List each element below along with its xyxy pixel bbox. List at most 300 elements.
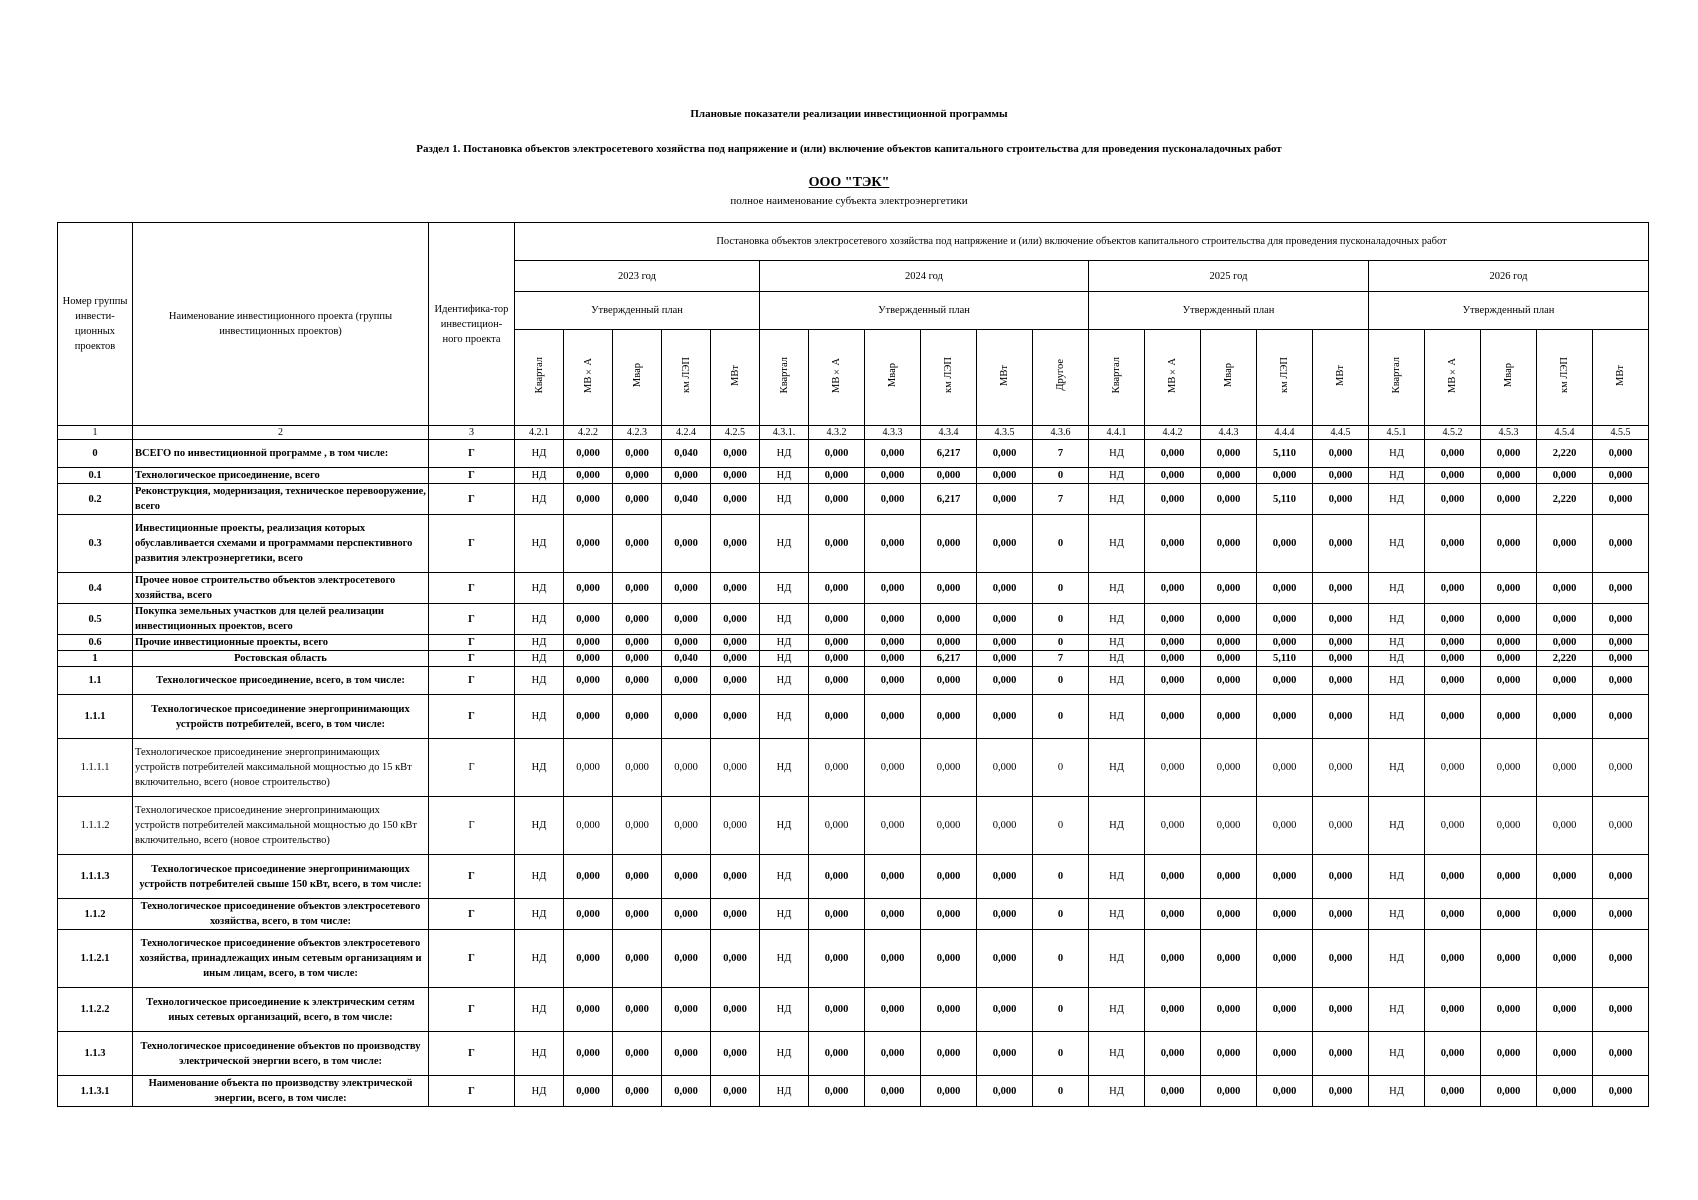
header-year: 2025 год [1089,261,1369,292]
value-cell: 0,000 [613,635,662,651]
value-cell: 0,000 [1257,604,1313,635]
value-cell: 0,000 [921,604,977,635]
value-cell: 0,000 [1537,604,1593,635]
row-project-id: Г [429,988,515,1032]
column-number: 4.4.4 [1257,426,1313,440]
value-cell: 0,000 [1313,695,1369,739]
value-cell: 0,000 [1257,797,1313,855]
value-cell: НД [515,988,564,1032]
value-cell: НД [760,667,809,695]
value-cell: 0,000 [1537,797,1593,855]
value-cell: 0,000 [1145,468,1201,484]
value-cell: 0,000 [1593,855,1649,899]
row-project-id: Г [429,739,515,797]
table-row [58,440,1649,468]
row-project-name: Наименование объекта по производству электрической энергии, всего, в том числе: [133,1076,429,1107]
value-cell: 0,000 [809,739,865,797]
value-cell: 0,000 [662,667,711,695]
value-cell: 0,000 [564,899,613,930]
value-cell: 0,000 [1537,930,1593,988]
row-project-id: Г [429,855,515,899]
value-cell: НД [760,635,809,651]
value-cell: 0,000 [921,930,977,988]
header-plan: Утвержденный план [760,292,1089,330]
value-cell: 0,000 [1257,635,1313,651]
value-cell: 0,000 [564,988,613,1032]
value-cell: НД [1369,440,1425,468]
value-cell: НД [760,515,809,573]
row-project-id: Г [429,573,515,604]
column-number: 3 [429,426,515,440]
value-cell: 2,220 [1537,440,1593,468]
table-row [58,468,1649,484]
value-cell: 6,217 [921,440,977,468]
value-cell: 0,000 [711,484,760,515]
value-cell: 0,000 [1425,855,1481,899]
value-cell: 0 [1033,1032,1089,1076]
column-number: 4.5.5 [1593,426,1649,440]
value-cell: 6,217 [921,651,977,667]
value-cell: 0,000 [662,797,711,855]
value-cell: 0,000 [1537,855,1593,899]
value-cell: 0,000 [613,1076,662,1107]
value-cell: НД [515,651,564,667]
value-cell: 0,000 [865,667,921,695]
value-cell: 0,000 [1145,797,1201,855]
row-number: 1.1 [58,667,133,695]
table-row [58,899,1649,930]
value-cell: 0,000 [662,468,711,484]
value-cell: 0,000 [711,855,760,899]
value-cell: 0,000 [1425,1032,1481,1076]
column-number: 4.4.5 [1313,426,1369,440]
value-cell: НД [1369,1076,1425,1107]
value-cell: 0,000 [711,468,760,484]
header-unit-label: км ЛЭП [680,356,692,393]
value-cell: 0,000 [1537,695,1593,739]
value-cell: 0 [1033,899,1089,930]
value-cell: 0 [1033,604,1089,635]
value-cell: 0,000 [1201,515,1257,573]
value-cell: 0,000 [1425,1076,1481,1107]
row-project-name: Ростовская область [133,651,429,667]
value-cell: 0,000 [1481,515,1537,573]
row-project-id: Г [429,1032,515,1076]
row-project-name: Технологическое присоединение энергопринимающих устройств потребителей максимальной мощностью до 15 кВт включительно, всего (новое строительство) [133,739,429,797]
row-number: 1.1.2.2 [58,988,133,1032]
table-row [58,739,1649,797]
value-cell: 0,000 [1481,484,1537,515]
value-cell: 0,000 [1201,899,1257,930]
column-number: 4.2.1 [515,426,564,440]
value-cell: 0,000 [1145,1076,1201,1107]
header-unit [711,330,760,426]
value-cell: 0,000 [977,484,1033,515]
value-cell: 0 [1033,468,1089,484]
value-cell: 0,000 [1481,797,1537,855]
value-cell: 0,000 [865,1076,921,1107]
value-cell: 0,000 [613,899,662,930]
header-plan: Утвержденный план [1369,292,1649,330]
value-cell: 0,000 [1537,635,1593,651]
value-cell: НД [1089,667,1145,695]
value-cell: 0,000 [613,484,662,515]
value-cell: 0,000 [1201,484,1257,515]
value-cell: 0,000 [977,899,1033,930]
column-number: 4.4.3 [1201,426,1257,440]
row-number: 1.1.1.2 [58,797,133,855]
column-number: 4.5.4 [1537,426,1593,440]
value-cell: 0,000 [1593,651,1649,667]
table-row [58,651,1649,667]
value-cell: 0,040 [662,440,711,468]
header-unit-label: Мвар [887,362,898,388]
value-cell: 0,000 [564,1032,613,1076]
value-cell: 0,000 [1201,440,1257,468]
value-cell: НД [515,440,564,468]
value-cell: 0,000 [921,695,977,739]
value-cell: 0,000 [613,695,662,739]
value-cell: НД [1369,635,1425,651]
value-cell: 0,000 [977,1032,1033,1076]
value-cell: НД [1089,515,1145,573]
value-cell: НД [515,899,564,930]
header-unit-label: МВт [999,364,1010,386]
value-cell: 0,000 [1313,440,1369,468]
value-cell: 0,000 [1257,1076,1313,1107]
value-cell: 0,000 [1425,515,1481,573]
value-cell: 0,000 [1593,468,1649,484]
value-cell: 2,220 [1537,651,1593,667]
value-cell: 0,000 [865,739,921,797]
value-cell: НД [760,1032,809,1076]
value-cell: 0,000 [613,440,662,468]
table-row [58,695,1649,739]
value-cell: 0,000 [711,667,760,695]
row-project-id: Г [429,667,515,695]
row-project-id: Г [429,899,515,930]
row-project-id: Г [429,515,515,573]
value-cell: НД [760,573,809,604]
value-cell: 0,000 [1593,739,1649,797]
value-cell: 0,000 [1481,739,1537,797]
value-cell: НД [760,604,809,635]
value-cell: 0,000 [711,695,760,739]
row-number: 1.1.1 [58,695,133,739]
header-year: 2026 год [1369,261,1649,292]
section-title: Раздел 1. Постановка объектов электросетевого хозяйства под напряжение и (или) включение объектов капитального строительства для проведения пусконаладочных работ [416,143,1282,155]
value-cell: НД [1089,930,1145,988]
value-cell: 0,000 [1481,635,1537,651]
value-cell: 0,000 [564,440,613,468]
row-number: 0.1 [58,468,133,484]
row-project-id: Г [429,651,515,667]
value-cell: НД [760,930,809,988]
value-cell: 0,000 [564,635,613,651]
value-cell: 0,000 [1537,739,1593,797]
value-cell: 0,000 [1593,797,1649,855]
value-cell: НД [1089,739,1145,797]
value-cell: 0,000 [711,440,760,468]
header-project-id: Идентифика-тор инвестицион-ного проекта [429,223,515,426]
value-cell: 0,000 [613,930,662,988]
value-cell: 0,000 [1481,855,1537,899]
value-cell: 0,000 [1593,667,1649,695]
value-cell: 0,000 [1481,899,1537,930]
value-cell: 0,000 [1257,930,1313,988]
value-cell: НД [1369,573,1425,604]
value-cell: 0,000 [809,930,865,988]
value-cell: 0,040 [662,651,711,667]
value-cell: 0,000 [977,855,1033,899]
value-cell: 0,000 [865,1032,921,1076]
table-row [58,604,1649,635]
value-cell: НД [515,855,564,899]
value-cell: 0,000 [865,573,921,604]
value-cell: 0,000 [921,1032,977,1076]
row-project-id: Г [429,604,515,635]
row-project-name: Технологическое присоединение, всего [133,468,429,484]
value-cell: 0,000 [1425,899,1481,930]
header-unit-label: Квартал [1111,356,1122,394]
value-cell: 0,000 [977,468,1033,484]
header-unit [1425,330,1481,426]
row-number: 0.5 [58,604,133,635]
value-cell: 0,000 [1537,515,1593,573]
value-cell: 0,000 [1313,1032,1369,1076]
row-project-id: Г [429,440,515,468]
value-cell: 0,000 [865,695,921,739]
value-cell: 0 [1033,515,1089,573]
value-cell: 0,000 [1145,515,1201,573]
value-cell: 0,000 [977,797,1033,855]
value-cell: 0,000 [1593,484,1649,515]
header-year: 2024 год [760,261,1089,292]
table-row [58,515,1649,573]
value-cell: 0,000 [564,797,613,855]
header-unit-label: Квартал [1391,356,1402,394]
value-cell: НД [515,930,564,988]
header-unit [564,330,613,426]
value-cell: 0,000 [1201,573,1257,604]
row-number: 1.1.3 [58,1032,133,1076]
value-cell: 0,000 [809,651,865,667]
value-cell: 0,000 [1425,667,1481,695]
value-cell: 0,000 [921,797,977,855]
value-cell: 0,000 [1593,899,1649,930]
document-title: Плановые показатели реализации инвестиционной программы [690,108,1008,120]
value-cell: 0,000 [1425,988,1481,1032]
table-row [58,855,1649,899]
table-row [58,635,1649,651]
value-cell: НД [1089,1076,1145,1107]
row-project-name: Технологическое присоединение энергопринимающих устройств потребителей свыше 150 кВт, всего, в том числе: [133,855,429,899]
header-unit-label: Другое [1055,359,1066,391]
header-unit-label: Квартал [778,356,790,394]
value-cell: 0,000 [1313,573,1369,604]
value-cell: 0,000 [865,899,921,930]
row-project-name: Технологическое присоединение объектов по производству электрической энергии всего, в том числе: [133,1032,429,1076]
header-unit [921,330,977,426]
value-cell: 0,000 [613,573,662,604]
value-cell: 0,000 [865,515,921,573]
value-cell: 0,000 [1145,440,1201,468]
value-cell: 0,000 [1481,651,1537,667]
column-number: 4.4.2 [1145,426,1201,440]
column-number: 4.4.1 [1089,426,1145,440]
row-project-name: Технологическое присоединение, всего, в том числе: [133,667,429,695]
value-cell: 0,000 [921,1076,977,1107]
value-cell: 0,000 [977,604,1033,635]
value-cell: 0,000 [662,695,711,739]
value-cell: 0,000 [865,988,921,1032]
value-cell: 0,000 [977,573,1033,604]
value-cell: 0,000 [1537,899,1593,930]
column-number: 4.3.5 [977,426,1033,440]
header-group-number: Номер группы инвести-ционных проектов [58,223,133,426]
value-cell: 0,000 [1537,573,1593,604]
value-cell: 0,000 [921,667,977,695]
value-cell: 0,000 [711,515,760,573]
value-cell: 0 [1033,573,1089,604]
value-cell: 0,000 [1257,1032,1313,1076]
row-project-name: Технологическое присоединение энергопринимающих устройств потребителей максимальной мощностью до 150 кВт включительно, всего (новое строительство) [133,797,429,855]
row-project-id: Г [429,930,515,988]
value-cell: 0,000 [1537,1076,1593,1107]
value-cell: 0,000 [1201,739,1257,797]
value-cell: 0,000 [1201,667,1257,695]
value-cell: 7 [1033,484,1089,515]
value-cell: 0,000 [1313,1076,1369,1107]
value-cell: 0,000 [1593,695,1649,739]
row-project-id: Г [429,635,515,651]
value-cell: 0,000 [1201,1032,1257,1076]
header-unit-label: МВт [1615,364,1626,386]
value-cell: 0,000 [977,739,1033,797]
value-cell: 0,000 [1313,635,1369,651]
value-cell: 0,000 [1481,573,1537,604]
value-cell: 0,000 [921,635,977,651]
header-unit-label: МВ×А [1447,357,1458,393]
row-project-name: Прочее новое строительство объектов электросетевого хозяйства, всего [133,573,429,604]
value-cell: 0,000 [1257,988,1313,1032]
value-cell: 0,000 [1537,1032,1593,1076]
value-cell: НД [515,1076,564,1107]
value-cell: 0,000 [1201,651,1257,667]
row-project-id: Г [429,484,515,515]
value-cell: 7 [1033,440,1089,468]
value-cell: 0,000 [1593,635,1649,651]
value-cell: 0,000 [865,651,921,667]
value-cell: 0,000 [1425,440,1481,468]
value-cell: НД [515,484,564,515]
value-cell: 0 [1033,635,1089,651]
header-plan: Утвержденный план [1089,292,1369,330]
value-cell: 0,000 [1313,515,1369,573]
header-unit-label: Мвар [1223,362,1234,388]
value-cell: НД [1089,468,1145,484]
value-cell: НД [760,651,809,667]
value-cell: 0,000 [711,899,760,930]
value-cell: 0,000 [977,515,1033,573]
value-cell: НД [1089,573,1145,604]
column-number: 1 [58,426,133,440]
value-cell: 2,220 [1537,484,1593,515]
value-cell: 0 [1033,797,1089,855]
header-project-name: Наименование инвестиционного проекта (группы инвестиционных проектов) [133,223,429,426]
value-cell: 0,000 [1481,988,1537,1032]
row-project-id: Г [429,695,515,739]
value-cell: 0,000 [1145,667,1201,695]
value-cell: 0,000 [1313,855,1369,899]
value-cell: 0,000 [921,899,977,930]
value-cell: НД [760,484,809,515]
header-unit-label: км ЛЭП [943,356,954,393]
row-number: 0.4 [58,573,133,604]
value-cell: 0,000 [1481,440,1537,468]
value-cell: 0,000 [1313,468,1369,484]
header-unit [760,330,809,426]
header-unit-label: МВт [1335,364,1346,386]
value-cell: 0,000 [613,515,662,573]
value-cell: НД [515,515,564,573]
value-cell: 0,000 [613,988,662,1032]
column-number: 4.3.6 [1033,426,1089,440]
value-cell: 0,000 [1481,604,1537,635]
value-cell: НД [1369,899,1425,930]
value-cell: 0,000 [1257,468,1313,484]
row-number: 0.2 [58,484,133,515]
value-cell: 0,000 [977,1076,1033,1107]
value-cell: 0,000 [613,1032,662,1076]
value-cell: 0,000 [1425,635,1481,651]
value-cell: 0,000 [1257,667,1313,695]
value-cell: 0,000 [1257,515,1313,573]
header-unit-label: Квартал [533,356,545,394]
row-project-name: Технологическое присоединение к электрическим сетям иных сетевых организаций, всего, в том числе: [133,988,429,1032]
value-cell: НД [1369,855,1425,899]
value-cell: 0 [1033,739,1089,797]
value-cell: 0,000 [711,635,760,651]
header-unit [1593,330,1649,426]
header-unit [1145,330,1201,426]
value-cell: 0,000 [977,988,1033,1032]
value-cell: 0,000 [921,468,977,484]
column-number: 2 [133,426,429,440]
value-cell: 0,000 [977,440,1033,468]
value-cell: 0,000 [865,604,921,635]
column-number: 4.5.3 [1481,426,1537,440]
value-cell: 0,000 [1257,573,1313,604]
row-number: 1.1.3.1 [58,1076,133,1107]
value-cell: НД [1369,604,1425,635]
value-cell: 0,000 [613,855,662,899]
value-cell: 0,000 [1593,440,1649,468]
value-cell: 0,000 [564,515,613,573]
value-cell: 0,000 [977,635,1033,651]
header-unit-label: МВ×А [582,357,594,393]
value-cell: НД [760,739,809,797]
row-number: 1.1.2.1 [58,930,133,988]
value-cell: НД [1369,1032,1425,1076]
value-cell: НД [515,739,564,797]
value-cell: 6,217 [921,484,977,515]
value-cell: 0,000 [1481,1032,1537,1076]
value-cell: 0,000 [1537,468,1593,484]
value-cell: 0,000 [1145,988,1201,1032]
value-cell: 0,000 [1537,988,1593,1032]
value-cell: НД [1089,855,1145,899]
